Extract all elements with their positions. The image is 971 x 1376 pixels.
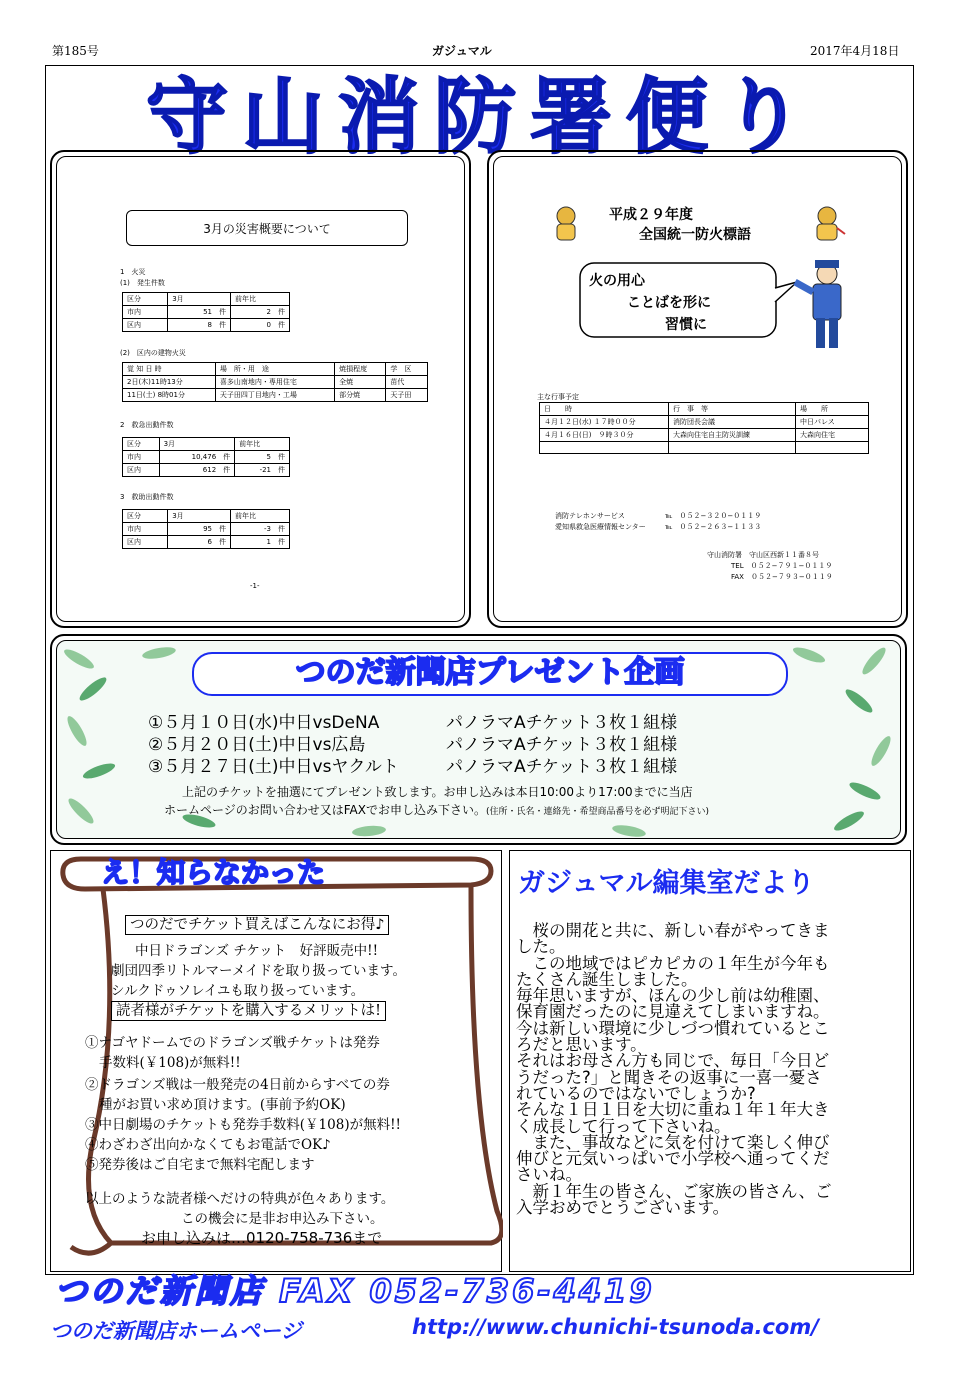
- issue-date: 2017年4月18日: [810, 44, 900, 58]
- application-phone: お申し込みは…0120-758-736まで: [141, 1229, 383, 1247]
- slogan-line-3: 習慣に: [665, 317, 707, 333]
- ems-section: 2 救急出動件数: [120, 421, 174, 429]
- present-note-2: ホームページのお問い合わせ又はFAXでお申し込み下さい。(住所・氏名・連絡先・希望商品番号を必ず明記下さい): [164, 803, 710, 817]
- footer-homepage-label: つのだ新聞店ホームページ: [50, 1319, 302, 1343]
- table-row: 区内 612 件 -21 件: [123, 464, 290, 477]
- merit-5: ⑤発券後はご自宅まで無料宅配します: [85, 1157, 315, 1173]
- page-number: -1-: [250, 582, 260, 590]
- present-item-3-date: ③５月２７日(土)中日vsヤクルト: [148, 757, 399, 777]
- station-tel: TEL ０５２−７９１−０１１９: [731, 562, 833, 570]
- merit-1b: 手数料(￥108)が無料!!: [99, 1055, 241, 1071]
- table-row: 市内 10,476 件 5 件: [123, 451, 290, 464]
- merit-3: ③中日劇場のチケットも発券手数料(￥108)が無料!!: [85, 1117, 401, 1133]
- present-title-banner: [192, 652, 788, 696]
- page-title: 守山消防署便り: [145, 70, 818, 165]
- firefighter-figure-icon: [789, 252, 859, 352]
- merit-1a: ①ナゴヤドームでのドラゴンズ戦チケットは発券: [85, 1035, 380, 1051]
- boxed-headline: つのだでチケット買えばこんなにお得♪: [125, 915, 389, 935]
- footer-fax: つのだ新聞店 FAX 052-736-4419: [55, 1272, 655, 1310]
- closing-1: 以上のような読者様へだけの特典が色々あります。: [85, 1191, 395, 1207]
- rescue-count-table: 区分 3月 前年比 市内 95 件 -3 件 区内 6 件 1 件: [122, 509, 290, 549]
- merit-4: ④わざわざ出向かなくてもお電話でOK♪: [85, 1137, 331, 1153]
- fire-count-table: 区分 3月 前年比 市内 51 件 2 件 区内 8 件 0 件: [122, 292, 290, 332]
- tel-service-number: ℡ ０５２−３２０−０１１９: [665, 512, 762, 520]
- dk-line-2: 劇団四季リトルマーメイドを取り扱っています。: [111, 963, 406, 979]
- tel-service-label: 消防テレホンサービス: [555, 512, 625, 520]
- dk-line-1: 中日ドラゴンズ チケット 好評販売中!!: [135, 943, 379, 959]
- table-row: 区内 6 件 1 件: [123, 536, 290, 549]
- present-item-2-date: ②５月２０日(土)中日vs広島: [148, 735, 366, 755]
- table-row: 11日(土) 8時01分 天子田四丁目地内・工場 部分焼 天子田: [123, 389, 428, 402]
- present-item-3-prize: パノラマAチケット３枚１組様: [446, 757, 678, 777]
- present-title: つのだ新聞店プレゼント企画: [295, 655, 685, 690]
- slogan-heading: 全国統一防火標語: [639, 227, 751, 243]
- newsletter-name: ガジュマル: [432, 44, 492, 58]
- editorial-body: 桜の開花と共に、新しい春がやってきま した。 この地域ではピカピカの１年生が今年も たくさん誕生しました。 毎年思いますが、ほんの少し前は幼稚園、 保育園だったのに見違えてしまいますね。 今は新しい環境に少しづつ慣れているとこ ろだと思います。 それはお母さん方も同じで、毎日「今日ど うだった?」と聞きその返事に一喜一憂さ れているのではないでしょうか? そんな１日１日を大切に重ね１年１年大き く成長して行って下さいね。 また、事故などに気を付けて楽しく伸び 伸びと元気いっぱいで小学校へ通ってくだ さいね。 新１年生の皆さん、ご家族の皆さん、ご 入学おめでとうございます。: [516, 921, 832, 1218]
- rescue-section: 3 救助出動件数: [120, 493, 174, 501]
- station-address: 守山消防署 守山区西新１１番８号: [707, 551, 819, 559]
- editorial-title: ガジュマル編集室だより: [518, 868, 815, 899]
- merit-2b: 種がお買い求め頂けます。(事前予約OK): [99, 1097, 346, 1113]
- dk-line-3: シルクドゥソレイユも取り扱っています。: [111, 983, 365, 999]
- didnt-know-title: え！知らなかった: [101, 856, 326, 889]
- station-fax: FAX ０５２−７９３−０１１９: [731, 573, 833, 581]
- present-note-2-small: (住所・氏名・連絡先・希望商品番号を必ず明記下さい): [486, 807, 710, 817]
- didnt-know-panel: [50, 850, 502, 1272]
- present-note-1: 上記のチケットを抽選にてプレゼント致します。お申し込みは本日10:00より17:00までに当店: [182, 785, 693, 799]
- present-item-1-prize: パノラマAチケット３枚１組様: [446, 713, 678, 733]
- issue-number: 第185号: [52, 44, 99, 58]
- present-item-1-date: ①５月１０日(水)中日vsDeNA: [148, 713, 380, 733]
- table-row: ４月１６日(日) ９時３０分 大森向住宅自主防災訓練 大森向住宅: [540, 429, 869, 442]
- disaster-heading: 3月の災害概要について: [203, 222, 331, 236]
- present-panel: [50, 634, 907, 845]
- schedule-table: 日 時 行 事 等 場 所 ４月１２日(水) １７時００分 消防団長会議 中日パレス ４月１６日(日) ９時３０分 大森向住宅自主防災訓練 大森向住宅: [539, 402, 869, 454]
- footer-url-link[interactable]: http://www.chunichi-tsunoda.com/: [412, 1315, 819, 1339]
- table-row: ４月１２日(水) １７時００分 消防団長会議 中日パレス: [540, 416, 869, 429]
- merit-headline: 読者様がチケットを購入するメリットは!: [111, 1001, 386, 1021]
- building-fire-subsection: (2) 区内の建物火災: [120, 349, 186, 357]
- table-row: 市内 51 件 2 件: [123, 306, 290, 319]
- table-row: 区内 8 件 0 件: [123, 319, 290, 332]
- slogan-panel: [487, 150, 908, 628]
- slogan-line-2: ことばを形に: [627, 295, 711, 311]
- ems-count-table: 区分 3月 前年比 市内 10,476 件 5 件 区内 612 件 -21 件: [122, 437, 290, 477]
- schedule-title: 主な行事予定: [537, 393, 579, 401]
- closing-2: この機会に是非お申込み下さい。: [181, 1211, 384, 1227]
- disaster-heading-scroll: [126, 210, 408, 246]
- fire-subsection: (1) 発生件数: [120, 279, 165, 287]
- firefighter-mascot-icon: [549, 204, 583, 244]
- merit-2a: ②ドラゴンズ戦は一般発売の4日前からすべての券: [85, 1077, 390, 1093]
- building-fire-table: 覚 知 日 時 場 所・用 途 焼損程度 学 区 2日(木)11時13分 喜多山南地内・専用住宅 全焼 苗代 11日(土) 8時01分 天子田四丁目地内・工場 部分焼 天子田: [122, 362, 428, 402]
- editorial-panel: [509, 850, 911, 1272]
- slogan-line-1: 火の用心: [589, 273, 645, 289]
- table-row: 市内 95 件 -3 件: [123, 523, 290, 536]
- table-row: 2日(木)11時13分 喜多山南地内・専用住宅 全焼 苗代: [123, 376, 428, 389]
- slogan-year: 平成２９年度: [609, 207, 693, 223]
- medical-info-label: 愛知県救急医療情報センター: [555, 523, 646, 531]
- medical-info-number: ℡ ０５２−２６３−１１３３: [665, 523, 762, 531]
- present-item-2-prize: パノラマAチケット３枚１組様: [446, 735, 678, 755]
- firefighter-mascot-icon: [807, 204, 847, 244]
- fire-section: 1 火災: [120, 268, 146, 276]
- disaster-panel: [50, 150, 471, 628]
